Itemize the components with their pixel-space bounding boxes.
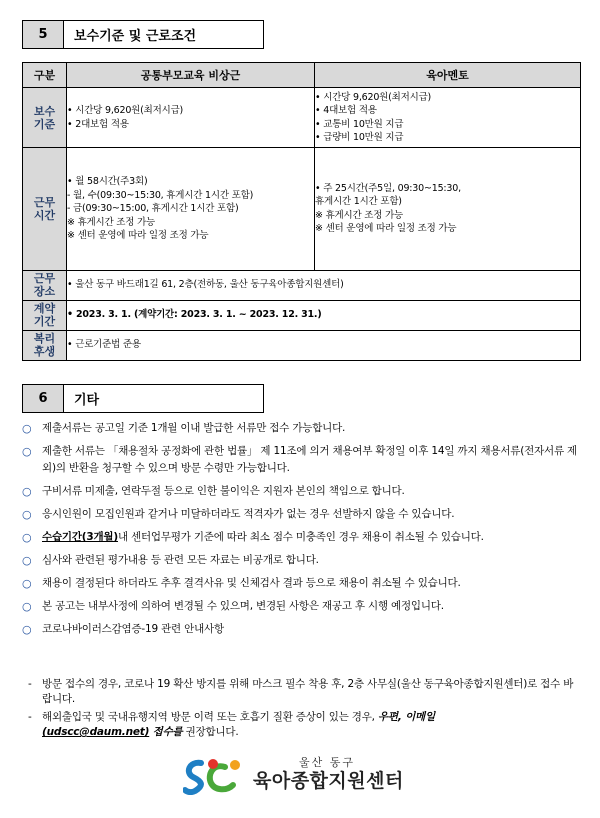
hours-parent-edu-cell: • 월 58시간(주3회) - 월, 수(09:30~15:30, 휴게시간 1시간 포함) - 금(09:30~15:00, 휴게시간 1시간 포함) ※ 휴게시간 조정 가능 ※ 센터 운영에 따라 일정 조정 가능 <box>67 148 315 271</box>
section-6-title: 기타 <box>74 393 100 408</box>
section-5-heading <box>22 20 264 49</box>
circle-bullet-icon: ○ <box>22 623 32 636</box>
section-6-heading <box>22 384 264 413</box>
circle-bullet-icon: ○ <box>22 508 32 521</box>
notice-list <box>22 420 582 644</box>
circle-bullet-icon: ○ <box>22 422 32 435</box>
covid-guidance-list <box>28 677 583 743</box>
notice-item: ○ 구비서류 미제출, 연락두절 등으로 인한 불이익은 지원자 본인의 책임으로 합니다. <box>22 485 405 498</box>
notice-item: ○ 코로나바이러스감염증-19 관련 안내사항 <box>22 623 224 636</box>
table-header-row <box>23 63 581 88</box>
hours-mentor-cell: • 주 25시간(주5일, 09:30~15:30, 휴게시간 1시간 포함) ※ 휴게시간 조정 가능 ※ 센터 운영에 따라 일정 조정 가능 <box>315 148 581 271</box>
logo-title: 육아종합지원센터 <box>253 770 404 792</box>
welfare-cell: • 근로기준법 준용 <box>67 330 581 360</box>
row-label-hours: 근무 시간 <box>23 148 67 271</box>
probation-period: 수습기간(3개월) <box>42 531 118 543</box>
dash-bullet: - <box>28 711 32 723</box>
covid-item: - 해외출입국 및 국내유행지역 방문 이력 또는 호흡기 질환 증상이 있는 경우, 우편, 이메일 (udscc@daum.net) 접수를 권장합니다. <box>28 711 435 738</box>
pay-mentor-cell: • 시간당 9,620원(최저시급) • 4대보험 적용 • 교통비 10만원 지급 • 급량비 10만원 지급 <box>315 88 581 148</box>
row-label-pay: 보수 기준 <box>23 88 67 148</box>
table-row-hours <box>23 148 581 271</box>
table-row-contract <box>23 300 581 330</box>
circle-bullet-icon: ○ <box>22 554 32 567</box>
notice-item: ○ 본 공고는 내부사정에 의하여 변경될 수 있으며, 변경된 사항은 재공고 후 시행 예정입니다. <box>22 600 444 613</box>
table-header-parent-edu: 공통부모교육 비상근 <box>67 63 315 88</box>
pay-parent-edu-cell: • 시간당 9,620원(최저시급) • 2대보험 적용 <box>67 88 315 148</box>
covid-item: - 방문 접수의 경우, 코로나 19 확산 방지를 위해 마스크 필수 착용 후, 2층 사무실(울산 동구육아종합지원센터)로 접수 바랍니다. <box>28 678 574 705</box>
conditions-table <box>22 62 581 361</box>
table-row-pay <box>23 88 581 148</box>
logo-emblem-icon <box>183 755 245 795</box>
circle-bullet-icon: ○ <box>22 445 32 458</box>
center-logo <box>183 755 404 795</box>
table-header-mentor: 육아멘토 <box>315 63 581 88</box>
section-5-title: 보수기준 및 근로조건 <box>74 29 197 44</box>
circle-bullet-icon: ○ <box>22 531 32 544</box>
circle-bullet-icon: ○ <box>22 600 32 613</box>
circle-bullet-icon: ○ <box>22 485 32 498</box>
notice-item: ○ 심사와 관련된 평가내용 등 관련 모든 자료는 비공개로 합니다. <box>22 554 319 567</box>
section-6-number: 6 <box>23 385 64 412</box>
email-address: (udscc@daum.net) <box>42 726 150 738</box>
row-label-welfare: 복리 후생 <box>23 330 67 360</box>
notice-item: ○ 응시인원이 모집인원과 같거나 미달하더라도 적격자가 없는 경우 선발하지 않을 수 있습니다. <box>22 508 455 521</box>
contract-cell: • 2023. 3. 1. (계약기간: 2023. 3. 1. ~ 2023. 12. 31.) <box>67 300 581 330</box>
section-5-number: 5 <box>23 21 64 48</box>
table-row-welfare <box>23 330 581 360</box>
circle-bullet-icon: ○ <box>22 577 32 590</box>
table-row-location <box>23 270 581 300</box>
dash-bullet: - <box>28 678 32 690</box>
logo-subtitle: 울산 동구 <box>299 756 356 769</box>
location-cell: • 울산 동구 바드래1길 61, 2층(전하동, 울산 동구육아종합지원센터) <box>67 270 581 300</box>
notice-item: ○ 수습기간(3개월)내 센터업무평가 기준에 따라 최소 점수 미충족인 경우 채용이 취소될 수 있습니다. <box>22 531 484 544</box>
row-label-contract: 계약 기간 <box>23 300 67 330</box>
notice-item: ○ 제출한 서류는 「채용절차 공정화에 관한 법률」 제 11조에 의거 채용여부 확정일 이후 14일 까지 채용서류(전자서류 제외)의 반환을 청구할 수 있으며 방문 수령만 가능합니다. <box>22 443 582 477</box>
notice-item: ○ 제출서류는 공고일 기준 1개월 이내 발급한 서류만 접수 가능합니다. <box>22 422 346 435</box>
row-label-location: 근무 장소 <box>23 270 67 300</box>
table-header-category: 구분 <box>23 63 67 88</box>
notice-item: ○ 채용이 결정된다 하더라도 추후 결격사유 및 신체검사 결과 등으로 채용이 취소될 수 있습니다. <box>22 577 461 590</box>
